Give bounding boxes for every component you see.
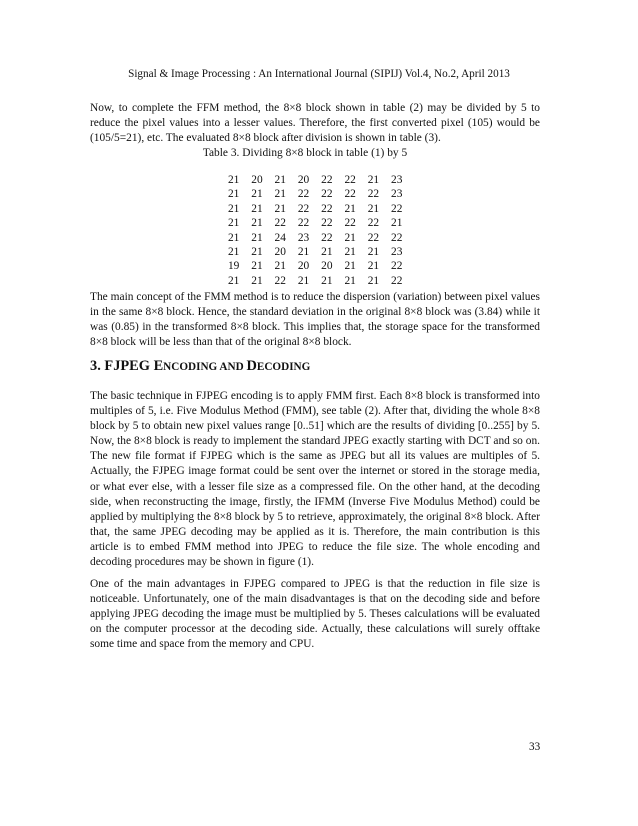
matrix-cell: 19 — [227, 260, 240, 273]
matrix-cell: 22 — [367, 188, 380, 201]
concept-paragraph: The main concept of the FMM method is to reduce the dispersion (variation) between pixel values in the same 8×8 block. Hence, the standard deviation in the original 8×8 block was (3.84) while it was (0.85) in the transformed 8×8 block. This implies that, the storage space for the transformed 8×8 block will be less than that of the original 8×8 block. — [90, 291, 540, 349]
matrix-cell: 22 — [367, 231, 380, 244]
matrix-cell: 20 — [251, 174, 263, 186]
section-number: 3. — [90, 358, 101, 374]
matrix-row — [222, 259, 408, 273]
matrix-cell: 22 — [274, 217, 286, 230]
intro-paragraph: Now, to complete the FFM method, the 8×8 block shown in table (2) may be divided by 5 to reduce the pixel values into a lesser values. Therefore, the first converted pixel (105) would be (105/5=21), etc. The evaluated 8×8 block after division is shown in table (3). — [90, 102, 540, 145]
matrix-cell: 22 — [321, 231, 333, 244]
matrix-cell: 21 — [227, 274, 240, 287]
matrix-cell: 22 — [391, 202, 403, 215]
matrix-cell: 22 — [297, 188, 310, 201]
matrix-cell: 21 — [274, 260, 286, 273]
matrix-cell: 21 — [344, 202, 356, 215]
section-title-smallcaps-2: ECODING — [256, 361, 311, 373]
matrix-row — [222, 274, 408, 288]
matrix-cell: 21 — [274, 174, 286, 186]
matrix-cell: 21 — [367, 202, 380, 215]
matrix-cell: 21 — [251, 202, 263, 215]
section-title-cap-1: FJPEG E — [104, 358, 164, 374]
matrix-cell: 24 — [274, 231, 286, 244]
matrix-cell: 20 — [321, 260, 333, 273]
matrix-cell: 22 — [367, 217, 380, 230]
matrix-cell: 21 — [367, 174, 380, 186]
section-title-cap-2: D — [246, 358, 257, 374]
matrix-cell: 21 — [367, 260, 380, 273]
matrix-cell: 21 — [274, 202, 286, 215]
matrix-row — [222, 173, 408, 187]
matrix-cell: 21 — [274, 188, 286, 201]
matrix-cell: 22 — [391, 274, 403, 287]
matrix-cell: 23 — [297, 231, 310, 244]
matrix-cell: 22 — [321, 217, 333, 230]
matrix-cell: 22 — [344, 174, 356, 186]
matrix-row — [222, 187, 408, 201]
running-header: Signal & Image Processing : An International Journal (SIPIJ) Vol.4, No.2, April 2013 — [128, 68, 510, 80]
matrix-cell: 21 — [297, 246, 310, 259]
matrix-cell: 22 — [391, 231, 403, 244]
matrix-cell: 21 — [227, 188, 240, 201]
matrix-cell: 21 — [344, 246, 356, 259]
matrix-cell: 21 — [251, 188, 263, 201]
matrix-cell: 23 — [391, 174, 403, 186]
matrix-cell: 20 — [297, 174, 310, 186]
matrix-cell: 22 — [321, 188, 333, 201]
table-3-matrix — [222, 173, 408, 288]
matrix-cell: 21 — [227, 174, 240, 186]
matrix-cell: 22 — [297, 202, 310, 215]
matrix-cell: 21 — [251, 274, 263, 287]
matrix-row — [222, 216, 408, 230]
matrix-cell: 22 — [321, 174, 333, 186]
section-heading — [90, 358, 310, 375]
matrix-cell: 21 — [251, 217, 263, 230]
matrix-cell: 21 — [227, 217, 240, 230]
matrix-cell: 21 — [251, 246, 263, 259]
matrix-cell: 21 — [344, 274, 356, 287]
matrix-cell: 21 — [227, 231, 240, 244]
matrix-cell: 21 — [391, 217, 403, 230]
section-paragraph-1: The basic technique in FJPEG encoding is to apply FMM first. Each 8×8 block is transformed into multiples of 5, i.e. Five Modulus Method (FMM), see table (2). After that, dividing the whole 8×8 block by 5 to obtain new pixel values range [0..51] which are the results of dividing [0..255] by 5. Now, the 8×8 block is ready to implement the standard JPEG exactly starting with DCT and so on. The new file format if FJPEG which is the same as JPEG but all its values are multiples of 5. Actually, the FJPEG image format could be sent over the internet or stored in the storage media, or what ever else, with a lesser file size as a compressed file. On the other hand, at the decoding side, when reconstructing the image, firstly, the IFMM (Inverse Five Modulus Method) could be applied by multiplying the 8×8 block by 5 to retrieve, approximately, the original 8×8 block. After that, the same JPEG decoding may be applied as it is. Therefore, the main contribution is this article is to embed FMM method into JPEG to reduce the file size. The whole encoding and decoding procedures may be shown in figure (1). — [90, 390, 540, 569]
table-caption: Table 3. Dividing 8×8 block in table (1) by 5 — [202, 147, 408, 159]
matrix-row — [222, 202, 408, 216]
matrix-cell: 22 — [274, 274, 286, 287]
matrix-cell: 22 — [321, 202, 333, 215]
section-title-smallcaps-1: NCODING AND — [163, 361, 247, 373]
matrix-cell: 22 — [344, 217, 356, 230]
matrix-cell: 21 — [227, 246, 240, 259]
matrix-row — [222, 245, 408, 259]
matrix-cell: 21 — [344, 260, 356, 273]
matrix-body — [222, 173, 408, 288]
matrix-cell: 21 — [251, 260, 263, 273]
section-paragraph-2: One of the main advantages in FJPEG compared to JPEG is that the reduction in file size is noticeable. Unfortunately, one of the main disadvantages is that on the decoding side and before applying JPEG decoding the image must be multiplied by 5. Theses calculations will be evaluated on the computer processor at the decoding side. Actually, these calculations will surely offtake some time and space from the memory and CPU. — [90, 578, 540, 651]
matrix-row — [222, 231, 408, 245]
matrix-cell: 21 — [367, 246, 380, 259]
matrix-cell: 21 — [367, 274, 380, 287]
matrix-cell: 21 — [227, 202, 240, 215]
matrix-cell: 21 — [297, 274, 310, 287]
matrix-cell: 23 — [391, 246, 403, 259]
matrix-cell: 22 — [297, 217, 310, 230]
matrix-cell: 20 — [297, 260, 310, 273]
page-number: 33 — [529, 741, 541, 753]
matrix-cell: 22 — [391, 260, 403, 273]
matrix-cell: 21 — [321, 274, 333, 287]
matrix-cell: 20 — [274, 246, 286, 259]
matrix-cell: 22 — [344, 188, 356, 201]
matrix-cell: 23 — [391, 188, 403, 201]
matrix-cell: 21 — [344, 231, 356, 244]
matrix-cell: 21 — [321, 246, 333, 259]
matrix-cell: 21 — [251, 231, 263, 244]
